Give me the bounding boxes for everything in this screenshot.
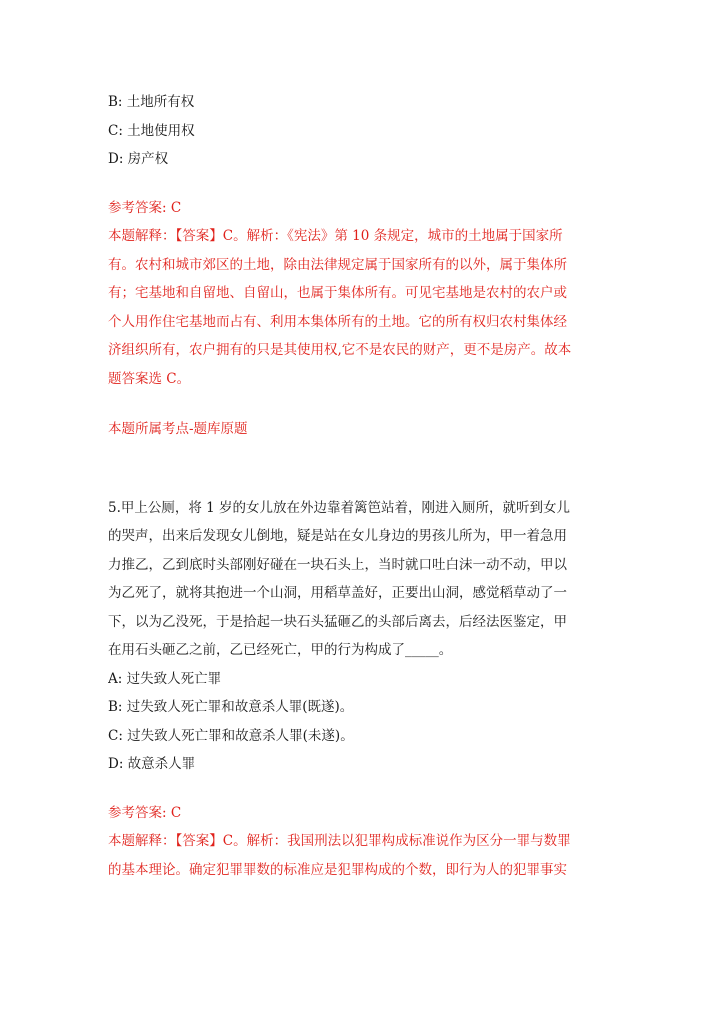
q4-options <box>108 88 613 174</box>
document-page <box>108 88 613 884</box>
option-a: A: 过失致人死亡罪 <box>108 670 222 687</box>
q5-stem <box>108 494 613 665</box>
stem-line: 下，以为乙没死，于是拾起一块石头猛砸乙的头部后离去，后经法医鉴定，甲 <box>108 613 567 630</box>
option-d: D: 故意杀人罪 <box>108 756 196 772</box>
option-d: D: 房产权 <box>108 151 169 167</box>
option-b: B: 过失致人死亡罪和故意杀人罪(既遂)。 <box>108 699 354 715</box>
q5-explanation <box>108 827 613 884</box>
q5-options <box>108 665 613 779</box>
option-b: B: 土地所有权 <box>108 94 195 110</box>
explanation-line: 有；宅基地和自留地、自留山，也属于集体所有。可见宅基地是农村的农户或 <box>108 285 567 301</box>
stem-line: 的哭声，出来后发现女儿倒地，疑是站在女儿身边的男孩儿所为，甲一着急用 <box>108 528 567 544</box>
explanation-line: 济组织所有，农户拥有的只是其使用权,它不是农民的财产，更不是房产。故本 <box>108 342 572 358</box>
q5-answer: 参考答案: C <box>108 804 182 821</box>
stem-line: 力推乙，乙到底时头部刚好碰在一块石头上，当时就口吐白沫一动不动，甲以 <box>108 556 567 573</box>
explanation-line: 本题解释：【答案】C。解析：《宪法》第 10 条规定，城市的土地属于国家所 <box>108 228 563 244</box>
explanation-line: 有。农村和城市郊区的土地，除由法律规定属于国家所有的以外，属于集体所 <box>108 256 567 273</box>
q4-explanation <box>108 222 613 393</box>
stem-line: 在用石头砸乙之前，乙已经死亡，甲的行为构成了_____。 <box>108 642 453 658</box>
stem-line: 为乙死了，就将其抱进一个山洞，用稻草盖好，正要出山洞，感觉稻草动了一 <box>108 585 567 601</box>
option-c: C: 过失致人死亡罪和故意杀人罪(未遂)。 <box>108 727 354 744</box>
q4-source: 本题所属考点-题库原题 <box>108 421 248 437</box>
explanation-line: 的基本理论。确定犯罪罪数的标准应是犯罪构成的个数，即行为人的犯罪事实 <box>108 861 567 878</box>
q4-answer: 参考答案: C <box>108 199 182 216</box>
explanation-line: 题答案选 C。 <box>108 370 191 387</box>
option-c: C: 土地使用权 <box>108 122 195 139</box>
explanation-line: 个人用作住宅基地而占有、利用本集体所有的土地。它的所有权归农村集体经 <box>108 313 567 330</box>
stem-line: 5.甲上公厕，将 1 岁的女儿放在外边靠着篱笆站着，刚进入厕所，就听到女儿 <box>108 499 571 516</box>
explanation-line: 本题解释：【答案】C。解析：我国刑法以犯罪构成标准说作为区分一罪与数罪 <box>108 833 571 849</box>
